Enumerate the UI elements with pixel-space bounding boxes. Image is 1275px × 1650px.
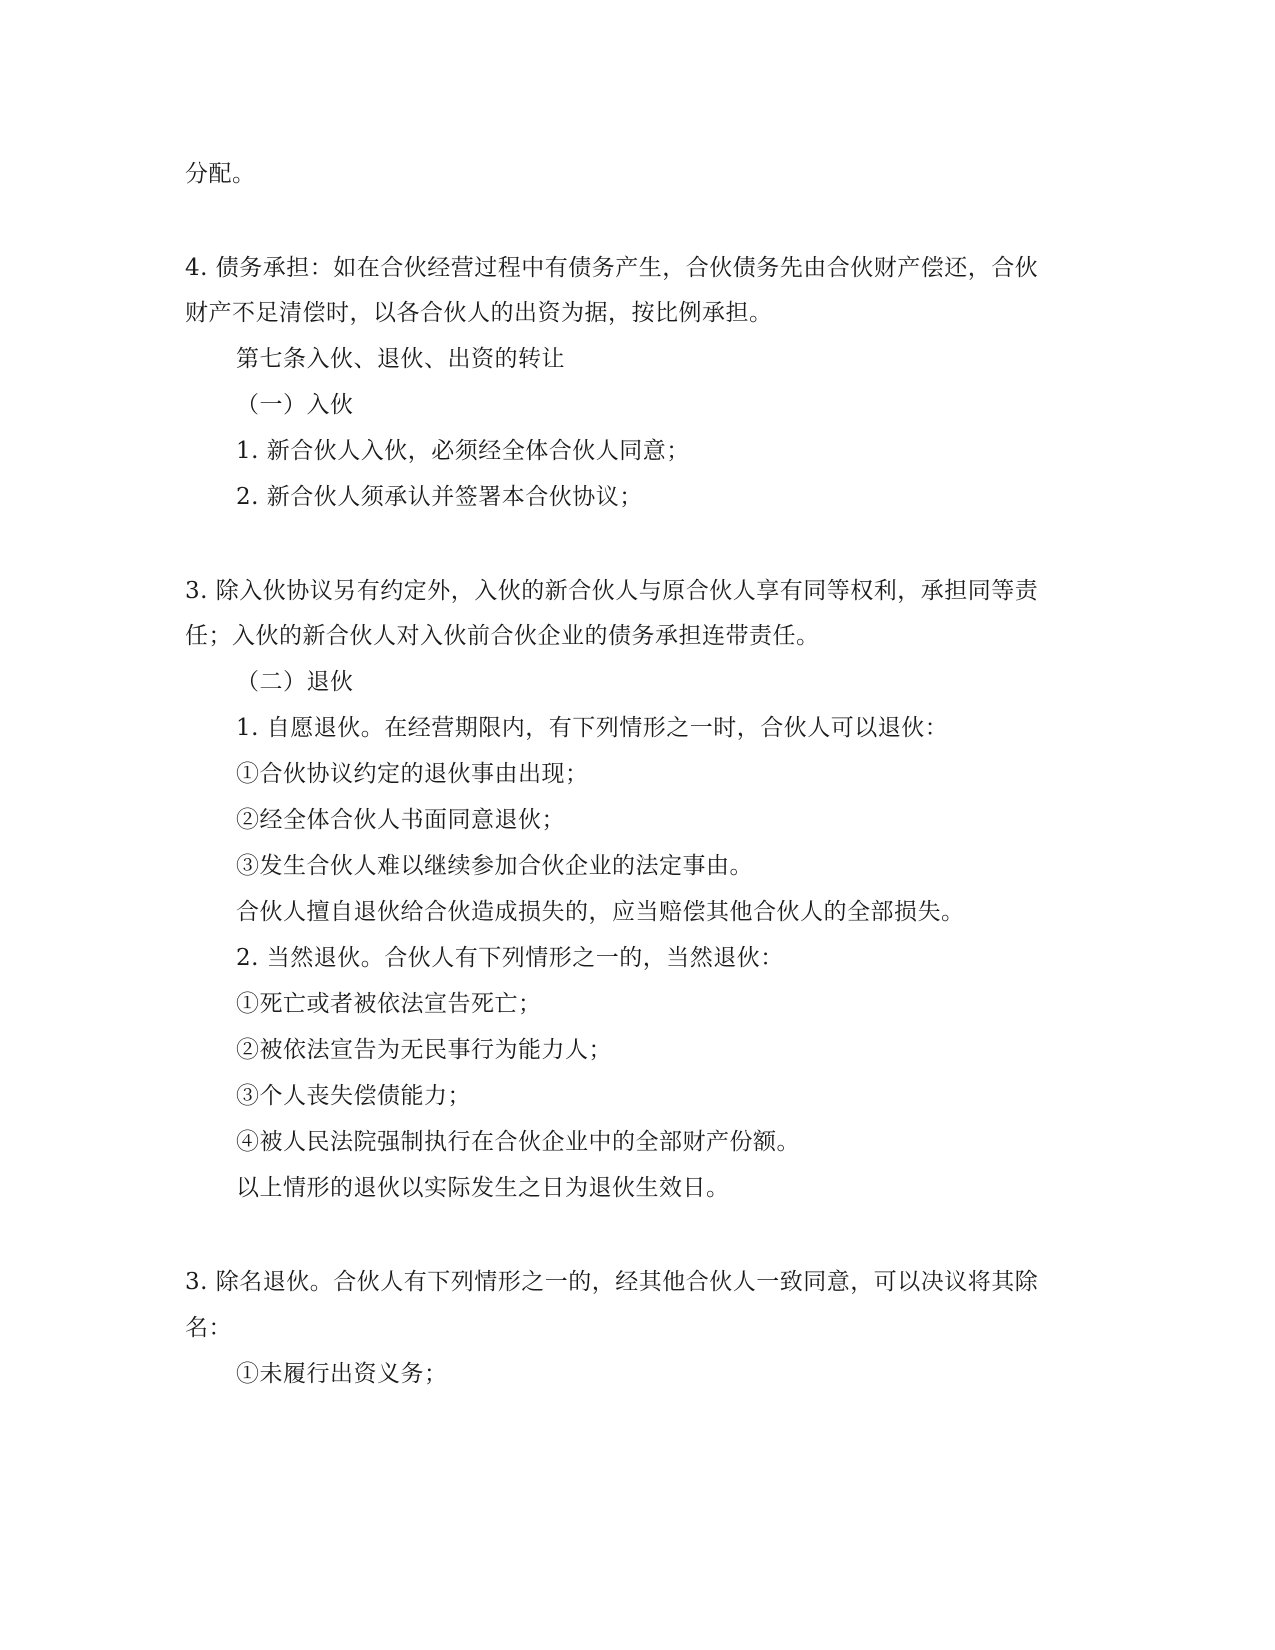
list-item: ①合伙协议约定的退伙事由出现； [236,761,589,787]
list-item: ③发生合伙人难以继续参加合伙企业的法定事由。 [236,853,753,879]
section-heading: 第七条入伙、退伙、出资的转让 [236,346,565,372]
paragraph-line: 以上情形的退伙以实际发生之日为退伙生效日。 [236,1175,730,1201]
paragraph-line: 4. 债务承担：如在合伙经营过程中有债务产生，合伙债务先由合伙财产偿还，合伙 [185,255,1039,281]
list-item: 2. 新合伙人须承认并签署本合伙协议； [236,484,643,510]
paragraph-line: 3. 除名退伙。合伙人有下列情形之一的，经其他合伙人一致同意，可以决议将其除 [185,1269,1039,1295]
list-item: ①未履行出资义务； [236,1361,448,1387]
list-item: 1. 自愿退伙。在经营期限内，有下列情形之一时，合伙人可以退伙： [236,715,949,741]
list-item: ①死亡或者被依法宣告死亡； [236,991,542,1017]
list-item: ②被依法宣告为无民事行为能力人； [236,1037,612,1063]
paragraph-line: 合伙人擅自退伙给合伙造成损失的，应当赔偿其他合伙人的全部损失。 [236,899,965,925]
list-item: ②经全体合伙人书面同意退伙； [236,807,565,833]
subsection-heading: （一）入伙 [236,392,354,418]
list-item: 2. 当然退伙。合伙人有下列情形之一的，当然退伙： [236,945,784,971]
paragraph-line: 3. 除入伙协议另有约定外，入伙的新合伙人与原合伙人享有同等权利，承担同等责 [185,578,1039,604]
paragraph-line: 分配。 [185,161,256,187]
paragraph-line: 名： [185,1315,232,1341]
paragraph-line: 任；入伙的新合伙人对入伙前合伙企业的债务承担连带责任。 [185,623,820,649]
subsection-heading: （二）退伙 [236,669,354,695]
list-item: ③个人丧失偿债能力； [236,1083,471,1109]
list-item: 1. 新合伙人入伙，必须经全体合伙人同意； [236,438,690,464]
list-item: ④被人民法院强制执行在合伙企业中的全部财产份额。 [236,1129,800,1155]
paragraph-line: 财产不足清偿时，以各合伙人的出资为据，按比例承担。 [185,300,773,326]
